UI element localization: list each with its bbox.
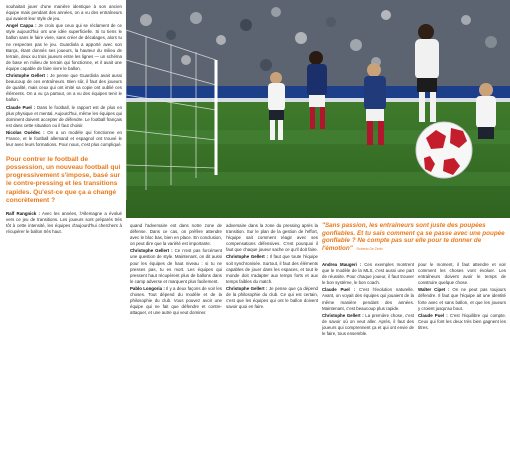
paragraph: Nicolas Ouédec : On a un modèle qui fonctionne en France, et le football allemand et espagnol ont trouvé le leur avec leurs formations. Pour nous, c'est plus compliqué. bbox=[6, 129, 122, 148]
paragraph: souhaitait jouer d'une manière identique à son ancien équipe mais pendant des années, on a vu des entraîneurs qui avaient leur style de jeu. bbox=[6, 4, 122, 22]
match-photo bbox=[126, 0, 510, 218]
paragraph: Ralf Rangnick : Avec les années, l'Allemagne a évolué vers ce jeu de transitions. Les joueurs sont préparés très tôt à cette intensité, les équipes d'aujourd'hui cherchent à récupérer le ballon très haut. bbox=[6, 210, 122, 234]
paragraph: Walter Cipet : On ne peut pas toujours défendre. Il faut que l'équipe ait une identité forte avec et sans ballon, et que les joueurs y croient jusqu'au bout. bbox=[418, 287, 506, 311]
highlight-quote: "Sans passion, les entraîneurs sont juste des poupées gonflables. Et tu sais comment ça se passe avec une poupée gonflable ? Ne compte pas sur elle pour te donner de l'émotion" Roberto De Zerbi bbox=[322, 222, 505, 252]
paragraph: Christophe Gellert : Ce n'est pas forcément une question de style. Maintenant, on dit aussi pour les équipes de haut niveau : si tu ne presses pas, tu es mort. Les équipes qui pressent haut récupèrent plus de ballons dans le camp adverse et marquent plus facilement. bbox=[130, 248, 222, 284]
paragraph: Claude Puel : C'est l'évolution naturelle. Avant, on voyait des équipes qui jouaient de la même manière pendant des années. Maintenant, c'est beaucoup plus rapide. bbox=[322, 287, 414, 311]
paragraph: Christophe Gellert : Je pense que Guardiola avait aussi beaucoup de ces entraîneurs. Bien sûr, il faut des joueurs de qualité, mais ceux qui ont imité sa copie ont oublié ces éléments. On a vu ça partout, on a vu des équipes tenir le ballon. bbox=[6, 73, 122, 103]
paragraph: Christophe Gellert : La première chose, c'est de savoir où on veut aller. Après, il faut des joueurs qui comprennent ça et qui ont envie de le faire, tous ensemble. bbox=[322, 312, 414, 337]
paragraph: Christophe Gellert : Je pense que ça dépend de la philosophie du club. Ce qui est certain, c'est que les équipes qui ont le ballon doivent savoir quoi en faire. bbox=[226, 285, 318, 310]
paragraph: Andrea Maugeri : Ces exemples montrent que le modèle de la MLS, c'est aussi une part de réussite. Pour chaque joueur, il faut trouver le bon système, le bon coach. bbox=[322, 262, 414, 286]
paragraph: Claude Puel : Dans le football, le rapport est de plus en plus physique et mental. Aujourd'hui, même les équipes qui dominent doivent accepter de défendre. Le football français est dans cette situation ou il faut choisir. bbox=[6, 104, 122, 128]
text-column-3 bbox=[322, 262, 414, 459]
quote-source: Roberto De Zerbi bbox=[356, 246, 383, 251]
football-match-image bbox=[126, 0, 510, 218]
football-ball-icon bbox=[416, 122, 472, 178]
text-column-4 bbox=[418, 262, 506, 459]
paragraph: Christophe Gellert : Il faut que toute l'équipe soit synchronisée. Surtout, il faut des éléments capables de jouer dans les espaces, et tout le monde doit s'adapter aux temps forts et aux temps faibles du match. bbox=[226, 254, 318, 284]
paragraph: Angel Cappa : Je crois que ceux qui se réclament de ce style aujourd'hui ont une idée superficielle. Si tu tiens le ballon sans le faire vivre, sans créer de décalages, alors tu ne respectes pas le jeu. Guardiola a apporté avec son Barça, étant donnés ses joueurs, la hauteur du milieu de terrain, deux ou trois joueurs entre les lignes — un schéma de base en milieu de terrain qui fonctionne, et il avait une équipe capable de faire vivre le ballon. bbox=[6, 23, 122, 71]
text-column-2 bbox=[226, 223, 318, 459]
pull-quote-question: Pour contrer le football de possession, un nouveau football qui progressivement s'impose, basé sur le contre-pressing et les transitions rapides. Qu'est-ce que ça a changé concrètement ? bbox=[6, 156, 121, 204]
paragraph: Pablo Longoria : Il y a deux façons de voir les choses. Tout dépend du modèle et de la philosophie du club. Vous pouvez avoir une équipe qui ne fait que défendre et contre-attaquer, et une autre qui veut dominer. bbox=[130, 285, 222, 316]
left-text-column bbox=[6, 4, 122, 459]
paragraph: adversaire dans la zone du pressing après la transition. Sur le plan de la gestion de l'effort, l'équipe sait comment réagir avec ses compensations défensives. C'est pourquoi il faut que chaque joueur sache ce qu'il doit faire. bbox=[226, 223, 318, 253]
paragraph: Claude Puel : C'est l'équilibre qui compte. Ceux qui font les deux très bien gagnent les titres. bbox=[418, 312, 506, 330]
paragraph: quand l'adversaire est dans notre zone de défense. Dans ce cas, on préfère attendre avec le bloc bas, bien en place. En conclusion, on peut dire que la variété est importante. bbox=[130, 223, 222, 247]
paragraph: pour le moment, il faut attendre et voir comment les choses vont évoluer. Les entraîneurs doivent avoir le temps de construire quelque chose. bbox=[418, 262, 506, 286]
text-column-1 bbox=[130, 223, 222, 459]
